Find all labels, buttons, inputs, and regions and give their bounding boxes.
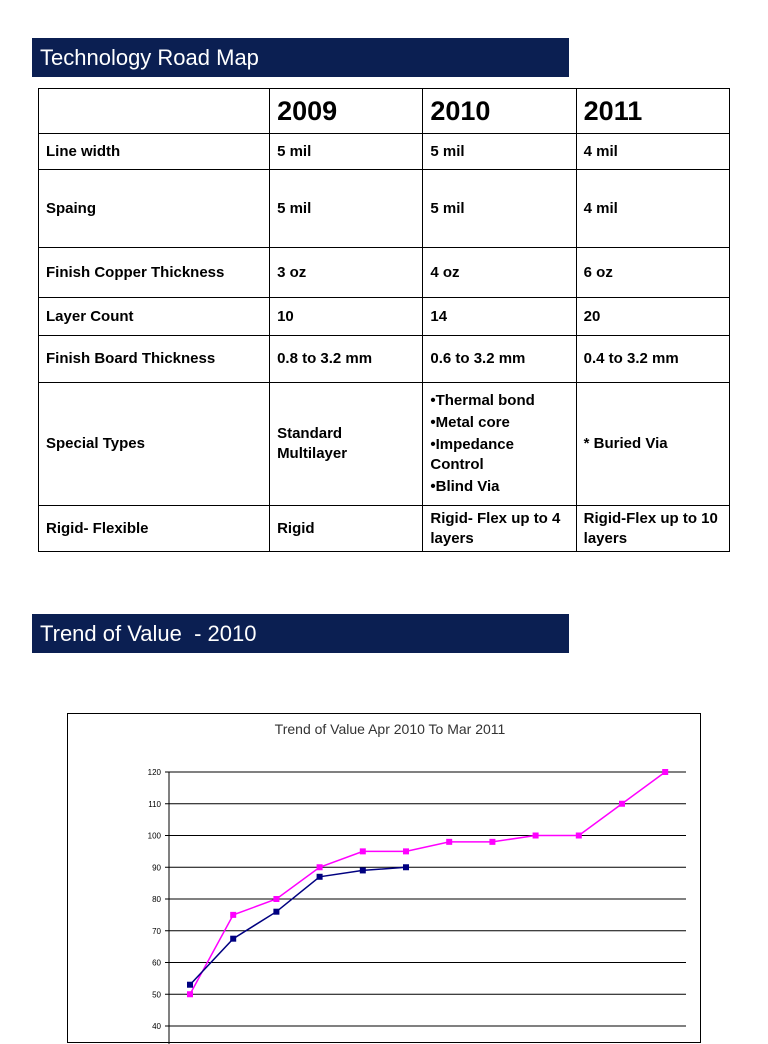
year-header-row	[39, 89, 730, 134]
cell-2010: 14	[423, 298, 576, 336]
cell-2010: Rigid- Flex up to 4 layers	[423, 506, 576, 552]
data-point	[576, 833, 582, 839]
data-point	[619, 801, 625, 807]
data-point	[403, 864, 409, 870]
bullet-item: •Thermal bond	[430, 392, 535, 409]
table-row	[39, 383, 730, 506]
data-point	[360, 867, 366, 873]
cell-2009: 5 mil	[270, 170, 423, 248]
trend-banner: Trend of Value - 2010	[32, 614, 569, 653]
series-line-0	[190, 772, 665, 994]
data-point	[446, 839, 452, 845]
roadmap-banner: Technology Road Map	[32, 38, 569, 77]
series-line-1	[190, 867, 406, 984]
row-label: Finish Board Thickness	[39, 336, 270, 383]
roadmap-table	[38, 88, 730, 552]
bullet-item: •Metal core	[430, 414, 510, 431]
cell-2011: 0.4 to 3.2 mm	[576, 336, 729, 383]
table-row	[39, 248, 730, 298]
cell-2010-bullet-list	[423, 383, 576, 506]
table-row	[39, 134, 730, 170]
y-tick-label: 50	[152, 990, 161, 1000]
trend-chart-svg	[68, 714, 702, 1044]
data-point	[273, 909, 279, 915]
table-row	[39, 336, 730, 383]
data-point	[489, 839, 495, 845]
year-2011: 2011	[576, 89, 729, 134]
bullet-item: •Blind Via	[430, 478, 500, 495]
cell-2011: Rigid-Flex up to 10 layers	[576, 506, 729, 552]
data-point	[662, 769, 668, 775]
cell-2010: 5 mil	[423, 134, 576, 170]
cell-2010: 4 oz	[423, 248, 576, 298]
row-label: Special Types	[39, 383, 270, 506]
data-point	[360, 848, 366, 854]
header-empty-cell	[39, 89, 270, 134]
cell-2009: 0.8 to 3.2 mm	[270, 336, 423, 383]
data-point	[317, 874, 323, 880]
data-point	[317, 864, 323, 870]
data-point	[187, 982, 193, 988]
cell-2010: 0.6 to 3.2 mm	[423, 336, 576, 383]
cell-2011: 4 mil	[576, 170, 729, 248]
data-point	[533, 833, 539, 839]
row-label: Rigid- Flexible	[39, 506, 270, 552]
trend-chart	[67, 713, 701, 1043]
table-row	[39, 170, 730, 248]
y-tick-label: 90	[152, 863, 161, 873]
y-tick-label: 60	[152, 958, 161, 968]
cell-2010: 5 mil	[423, 170, 576, 248]
data-point	[230, 936, 236, 942]
data-point	[403, 848, 409, 854]
row-label: Line width	[39, 134, 270, 170]
y-tick-label: 110	[148, 799, 161, 809]
table-row	[39, 298, 730, 336]
cell-2009: Rigid	[270, 506, 423, 552]
y-tick-label: 120	[147, 768, 161, 777]
cell-2009: 10	[270, 298, 423, 336]
data-point	[230, 912, 236, 918]
year-2010: 2010	[423, 89, 576, 134]
y-tick-label: 100	[147, 831, 161, 841]
cell-2009: Standard Multilayer	[270, 383, 423, 506]
cell-2011: 4 mil	[576, 134, 729, 170]
data-point	[273, 896, 279, 902]
row-label: Spaing	[39, 170, 270, 248]
row-label: Layer Count	[39, 298, 270, 336]
cell-2011: 20	[576, 298, 729, 336]
table-row	[39, 506, 730, 552]
y-tick-label: 40	[152, 1022, 161, 1031]
data-point	[187, 991, 193, 997]
cell-2011: 6 oz	[576, 248, 729, 298]
cell-2011: * Buried Via	[576, 383, 729, 506]
y-tick-label: 70	[152, 926, 161, 936]
cell-2009: 5 mil	[270, 134, 423, 170]
cell-2009: 3 oz	[270, 248, 423, 298]
year-2009: 2009	[270, 89, 423, 134]
row-label: Finish Copper Thickness	[39, 248, 270, 298]
y-tick-label: 80	[152, 895, 161, 904]
bullet-item: •Impedance Control	[430, 436, 514, 473]
chart-title: Trend of Value Apr 2010 To Mar 2011	[274, 721, 506, 737]
